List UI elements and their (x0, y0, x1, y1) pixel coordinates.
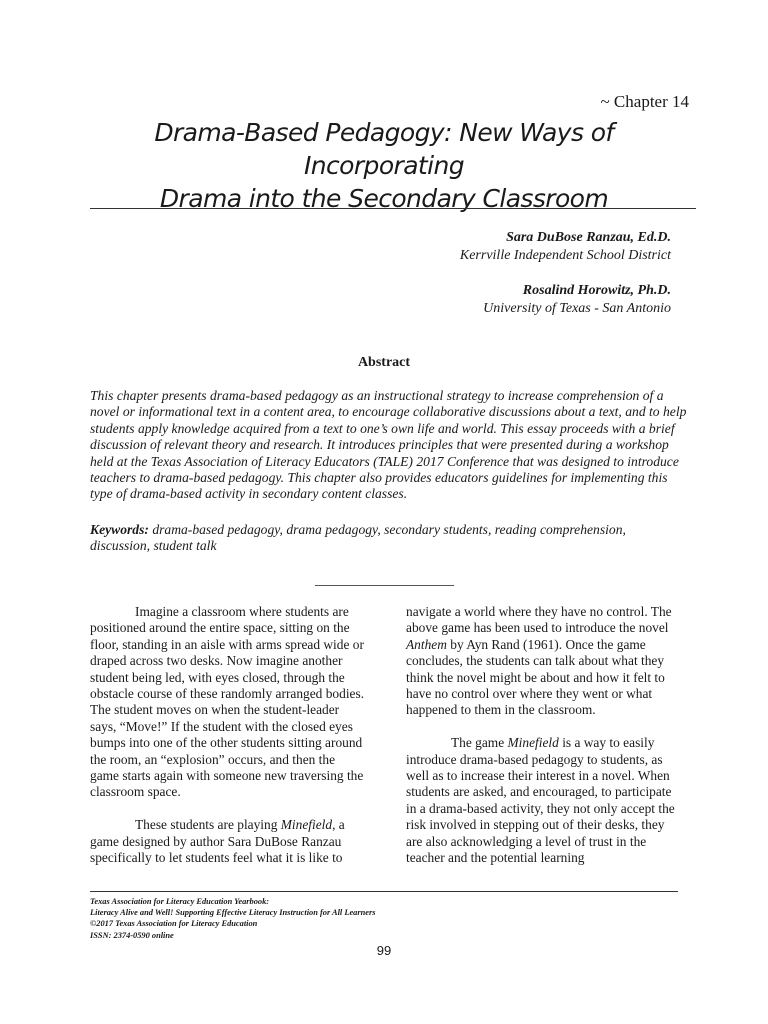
body-paragraph (406, 604, 681, 719)
keywords-label: Keywords: (90, 522, 149, 537)
text-run: These students are playing (135, 817, 281, 833)
body-column-right (406, 604, 681, 883)
text-run: is a way to easily introduce drama-based pedagogy to students, as well as to increase their interest in a novel. When students are asked, and encouraged, to participate in a drama-based activity, they not only accept the risk involved in stepping out of their desks, they are also acknowledging a level of trust in the teacher and the potential learning (406, 735, 675, 866)
body-column-left (90, 604, 365, 883)
text-run: by Ayn Rand (1961). Once the game concludes, the students can talk about what they think the novel might be about and how it felt to have no control over where they went or what happened to them in the classroom. (406, 636, 665, 718)
page-number: 99 (376, 943, 392, 958)
title-line-1: Drama-Based Pedagogy: New Ways of Incorporating (154, 118, 614, 180)
game-title: Minefield (507, 735, 559, 751)
footer-divider (90, 891, 678, 892)
title-line-2: Drama into the Secondary Classroom (159, 184, 609, 213)
body-paragraph (406, 735, 681, 866)
novel-title: Anthem (406, 636, 447, 652)
body-paragraph (90, 817, 365, 866)
section-separator (315, 585, 454, 586)
abstract-text: This chapter presents drama-based pedagogy as an instructional strategy to increase comprehension of a novel or informational text in a content area, to encourage collaborative discussions about a text, and to help students apply knowledge acquired from a text to one’s own life and world. This essay proceeds with a brief discussion of relevant theory and research. It introduces principles that were presented during a workshop held at the Texas Association of Literacy Educators (TALE) 2017 Conference that was designed to introduce teachers to drama-based pedagogy. This chapter also provides educators guidelines for implementing this type of drama-based activity in secondary content classes. (90, 388, 687, 502)
author-name: Rosalind Horowitz, Ph.D. (522, 283, 671, 298)
footer-line: Literacy Alive and Well! Supporting Effective Literacy Instruction for All Learners (90, 908, 376, 918)
footer-line: ISSN: 2374-0590 online (90, 930, 174, 940)
game-title: Minefield (280, 817, 333, 833)
footer-info (90, 896, 690, 941)
paper-title (80, 116, 688, 215)
abstract-heading: Abstract (357, 355, 411, 370)
text-run: navigate a world where they have no control. The above game has been used to introduce the novel (406, 604, 672, 636)
title-divider (90, 208, 696, 209)
text-run: , a game designed by author Sara DuBose Ranzau specifically to let students feel what it is like to (90, 817, 345, 866)
keywords-value: drama-based pedagogy, drama pedagogy, secondary students, reading comprehension, discussion, student talk (90, 522, 626, 554)
footer-line: Texas Association for Literacy Education Yearbook: (90, 897, 270, 906)
author-block-1 (460, 229, 671, 265)
text-run: The game (451, 735, 508, 751)
author-name: Sara DuBose Ranzau, Ed.D. (506, 230, 671, 245)
author-block-2 (483, 282, 671, 318)
footer-line: ©2017 Texas Association for Literacy Education (90, 919, 258, 929)
author-affiliation: Kerrville Independent School District (459, 248, 671, 263)
chapter-label: ~ Chapter 14 (600, 92, 689, 111)
keywords (90, 522, 680, 555)
author-affiliation: University of Texas - San Antonio (483, 301, 671, 316)
body-paragraph: Imagine a classroom where students are positioned around the entire space, sitting on the floor, standing in an aisle with arms spread wide or draped across two desks. Now imagine another student being led, with eyes closed, through the obstacle course of these randomly arranged bodies. The student moves on when the student-leader says, “Move!” If the student with the closed eyes bumps into one of the other students sitting around the room, an “explosion” occurs, and then the game starts again with someone new traversing the classroom space. (90, 604, 365, 800)
